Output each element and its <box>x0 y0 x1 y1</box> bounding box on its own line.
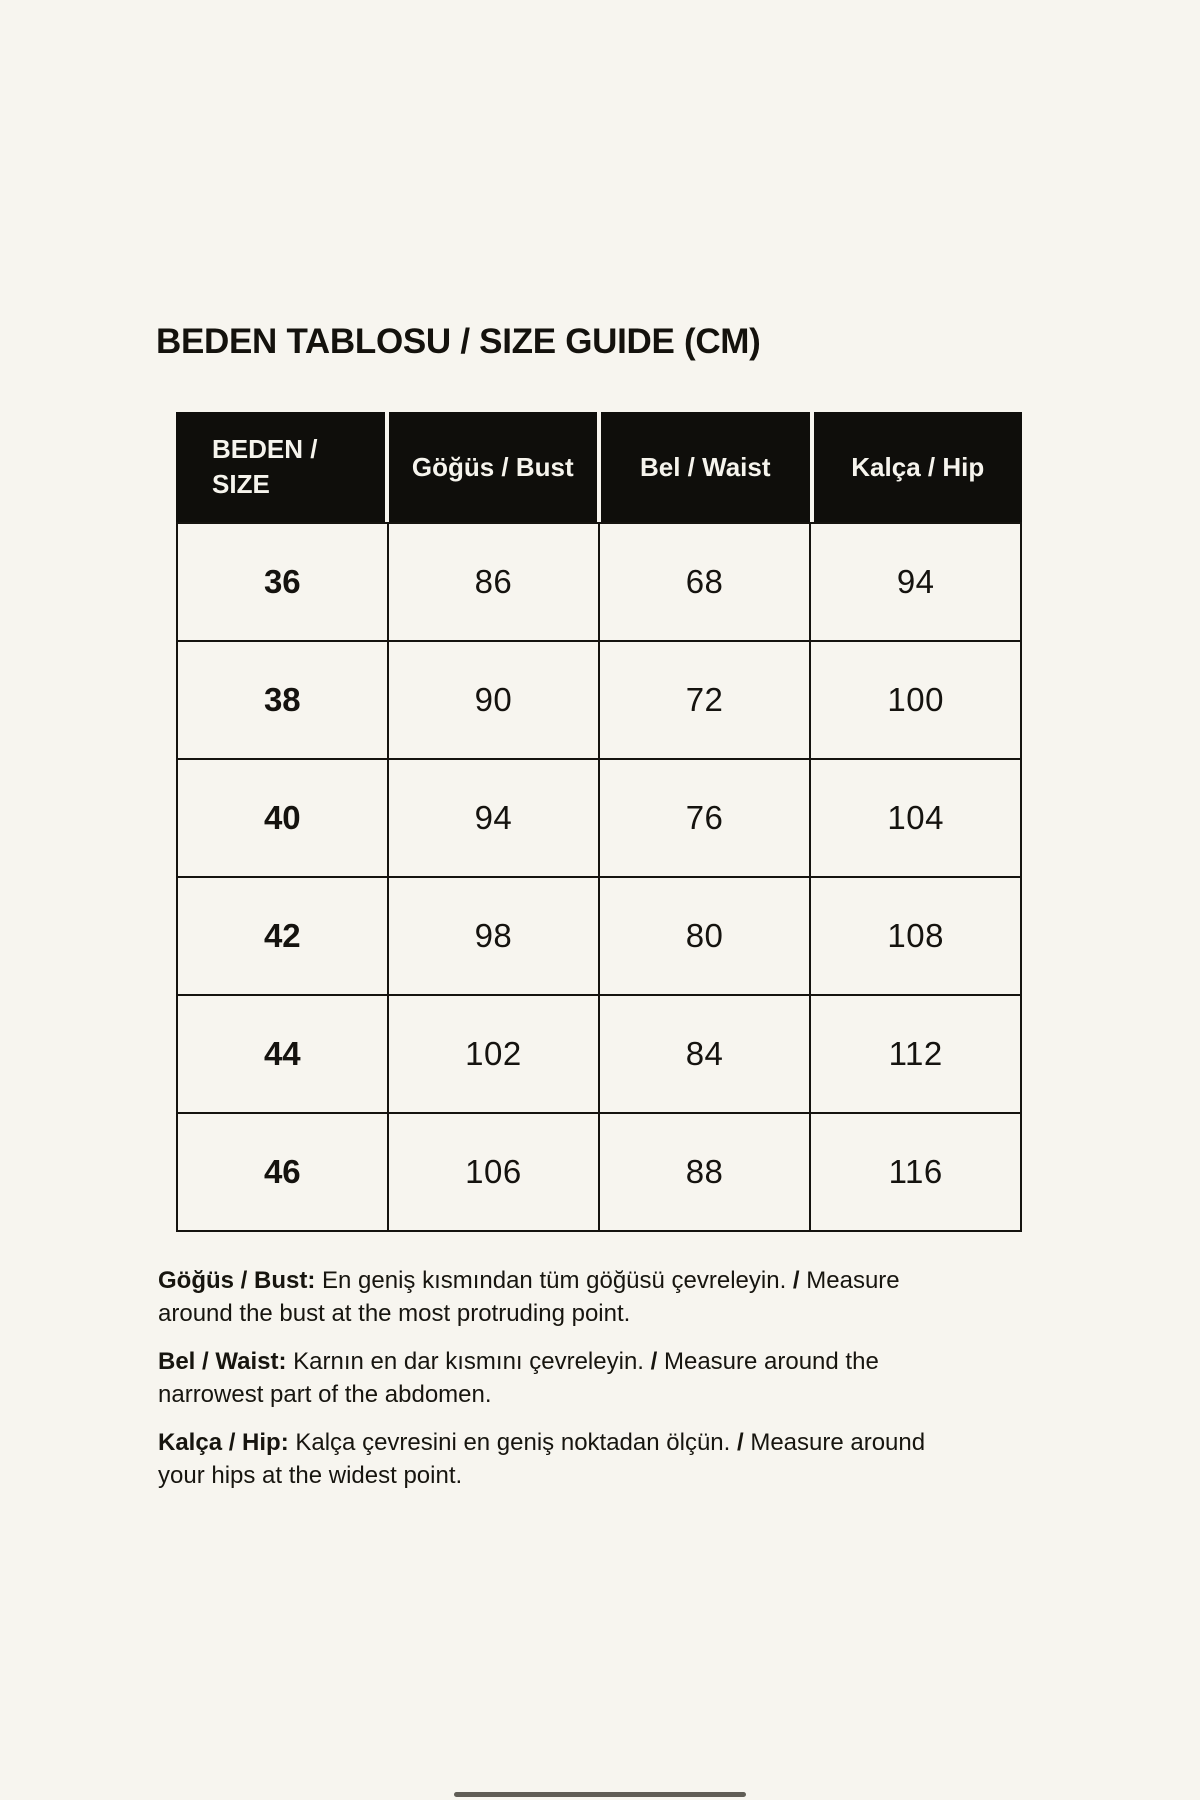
size-cell: 46 <box>178 1114 387 1230</box>
waist-cell: 84 <box>600 996 809 1112</box>
header-cell-hip: Kalça / Hip <box>814 412 1023 522</box>
hip-cell: 104 <box>811 760 1020 876</box>
table-body <box>176 522 1022 1232</box>
note-bust-en: Measure around the bust at the most protruding point. <box>158 1267 900 1327</box>
waist-cell: 72 <box>600 642 809 758</box>
note-hip-label: Kalça / Hip: <box>158 1429 289 1456</box>
size-cell: 44 <box>178 996 387 1112</box>
note-hip-tr: Kalça çevresini en geniş noktadan ölçün. <box>288 1429 737 1456</box>
size-cell: 36 <box>178 524 387 640</box>
hip-cell: 94 <box>811 524 1020 640</box>
hip-cell: 108 <box>811 878 1020 994</box>
note-waist-tr: Karnın en dar kısmını çevreleyin. <box>286 1348 651 1375</box>
hip-cell: 112 <box>811 996 1020 1112</box>
header-cell-size <box>176 412 385 522</box>
page-title: BEDEN TABLOSU / SIZE GUIDE (CM) <box>156 322 761 361</box>
note-bust-separator: / <box>792 1267 800 1294</box>
note-hip <box>158 1426 940 1492</box>
size-cell: 42 <box>178 878 387 994</box>
table-header-row <box>176 412 1022 522</box>
note-bust-label: Göğüs / Bust: <box>158 1267 316 1294</box>
bust-cell: 98 <box>389 878 598 994</box>
note-bust-tr: En geniş kısmından tüm göğüsü çevreleyin. <box>315 1267 793 1294</box>
note-waist-separator: / <box>650 1348 658 1375</box>
hip-cell: 100 <box>811 642 1020 758</box>
size-guide-table <box>176 412 1022 1232</box>
waist-cell: 68 <box>600 524 809 640</box>
bust-cell: 94 <box>389 760 598 876</box>
size-cell: 38 <box>178 642 387 758</box>
bust-cell: 106 <box>389 1114 598 1230</box>
header-cell-bust: Göğüs / Bust <box>389 412 598 522</box>
home-indicator-bar <box>454 1792 746 1797</box>
bust-cell: 90 <box>389 642 598 758</box>
header-cell-size-label: BEDEN / SIZE <box>212 434 318 499</box>
note-hip-en: Measure around your hips at the widest point. <box>158 1429 926 1489</box>
note-waist-label: Bel / Waist: <box>158 1348 287 1375</box>
bust-cell: 102 <box>389 996 598 1112</box>
measurement-notes <box>158 1264 940 1507</box>
size-cell: 40 <box>178 760 387 876</box>
waist-cell: 88 <box>600 1114 809 1230</box>
waist-cell: 76 <box>600 760 809 876</box>
header-cell-waist: Bel / Waist <box>601 412 810 522</box>
note-waist <box>158 1345 940 1411</box>
note-waist-en: Measure around the narrowest part of the abdomen. <box>158 1348 879 1408</box>
bust-cell: 86 <box>389 524 598 640</box>
note-bust <box>158 1264 940 1330</box>
note-hip-separator: / <box>736 1429 744 1456</box>
waist-cell: 80 <box>600 878 809 994</box>
hip-cell: 116 <box>811 1114 1020 1230</box>
